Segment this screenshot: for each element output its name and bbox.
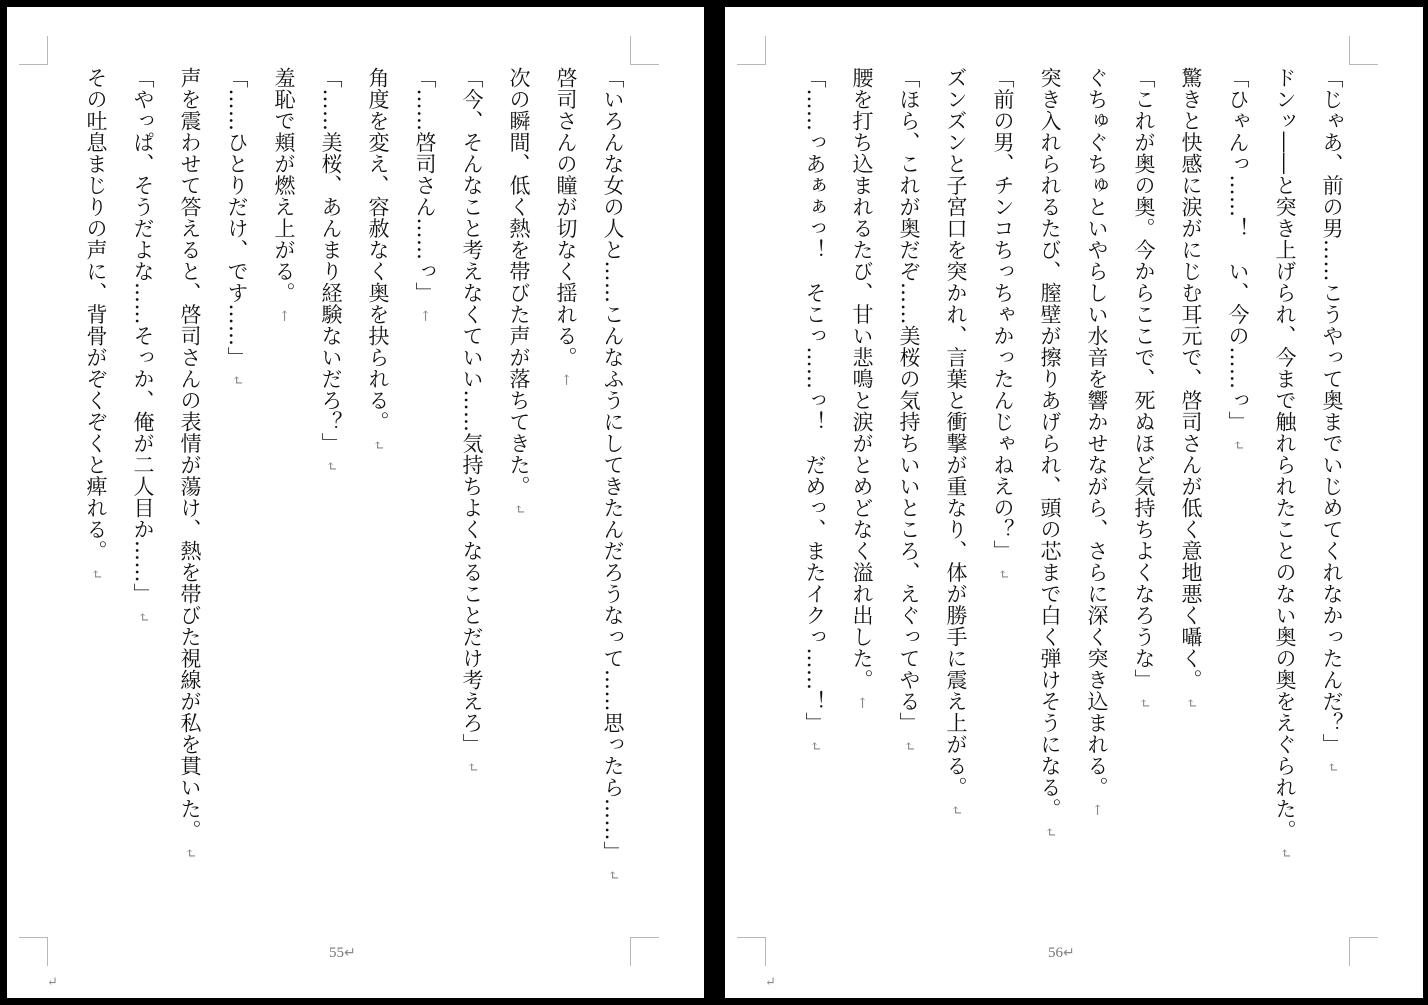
text-line[interactable] <box>932 67 979 927</box>
text-line[interactable] <box>589 67 636 927</box>
document-page-56[interactable] <box>725 7 1423 998</box>
body-text[interactable] <box>791 67 1355 927</box>
text-line[interactable] <box>1026 67 1073 927</box>
text-line[interactable] <box>838 67 885 927</box>
paragraph-mark-icon: ↵ <box>901 739 917 752</box>
text-line-content: 「前の男、チンコちっちゃかったんじゃねえの？」 <box>991 67 1015 562</box>
text-line-content: 「やっぱ、そうだよな……そっか、俺が二人目か……」 <box>131 67 155 605</box>
text-line-content: 「ひゃんっ……！ い、今の……っ」 <box>1226 67 1250 433</box>
text-line[interactable] <box>1167 67 1214 927</box>
paragraph-mark-icon: ↵ <box>370 438 386 451</box>
text-line[interactable] <box>354 67 401 927</box>
crop-mark-bottom-right <box>630 937 659 966</box>
paragraph-mark-icon: ↵ <box>605 868 621 881</box>
paragraph-mark-icon: ↵ <box>135 610 151 623</box>
text-line-content: 「……美桜、あんまり経験ないだろ？」 <box>319 67 343 454</box>
text-line[interactable] <box>1308 67 1355 927</box>
text-line[interactable] <box>213 67 260 927</box>
text-line[interactable] <box>166 67 213 927</box>
text-line-content: 腰を打ち込まれるたび、甘い悲鳴と涙がとめどなく溢れ出した。 <box>850 67 874 691</box>
page-number: 56↵ <box>1048 945 1075 961</box>
text-line[interactable] <box>1073 67 1120 927</box>
text-line-content: 「……っあぁぁっ！ そこっ……っ！ だめっ、またイクっ……！」 <box>803 67 827 734</box>
text-line-content: 次の瞬間、低く熱を帯びた声が落ちてきた。 <box>507 67 531 497</box>
text-line[interactable] <box>307 67 354 927</box>
paragraph-mark-icon: ↵ <box>88 567 104 580</box>
text-line-content: 突き入れられるたび、膣壁が擦りあげられ、頭の芯まで白く弾けそうになる。 <box>1038 67 1062 820</box>
text-line[interactable] <box>401 67 448 927</box>
paragraph-mark-icon: ↵ <box>229 374 245 387</box>
paragraph-mark-icon: ↵ <box>948 804 964 817</box>
crop-mark-top-left <box>19 36 48 65</box>
paragraph-mark-icon: ← <box>558 374 574 387</box>
paragraph-mark-icon: ← <box>854 696 870 709</box>
text-line-content: 驚きと快感に涙がにじむ耳元で、啓司さんが低く意地悪く囁く。 <box>1179 67 1203 691</box>
paragraph-mark-icon: ↵ <box>995 567 1011 580</box>
text-line-content: 「いろんな女の人と……こんなふうにしてきたんだろうなって……思ったら……」 <box>601 67 625 863</box>
text-line-content: 声を震わせて答えると、啓司さんの表情が蕩け、熱を帯びた視線が私を貫いた。 <box>178 67 202 841</box>
text-line[interactable] <box>72 67 119 927</box>
text-line-content: ドンッ――と突き上げられ、今まで触れられたことのない奥の奥をえぐられた。 <box>1273 67 1297 841</box>
text-line[interactable] <box>885 67 932 927</box>
paragraph-mark: ↵ <box>47 975 58 990</box>
text-line-content: ズンズンと子宮口を突かれ、言葉と衝撃が重なり、体が勝手に震え上がる。 <box>944 67 968 798</box>
paragraph-mark-icon: ↵ <box>1277 847 1293 860</box>
crop-mark-top-right <box>630 36 659 65</box>
text-line-content: 羞恥で頬が燃え上がる。 <box>272 67 296 304</box>
crop-mark-top-right <box>1349 36 1378 65</box>
crop-mark-bottom-right <box>1349 937 1378 966</box>
paragraph-mark-icon: ↵ <box>1324 761 1340 774</box>
text-line[interactable] <box>791 67 838 927</box>
paragraph-mark-icon: ↵ <box>511 503 527 516</box>
text-line-content: ぐちゅぐちゅといやらしい水音を響かせながら、さらに深く突き込まれる。 <box>1085 67 1109 798</box>
paragraph-mark: ↵ <box>765 975 776 990</box>
text-line-content: 「これが奥の奥。今からここで、死ぬほど気持ちよくなろうな」 <box>1132 67 1156 691</box>
text-line[interactable] <box>1261 67 1308 927</box>
text-line-content: 啓司さんの瞳が切なく揺れる。 <box>554 67 578 368</box>
document-page-55[interactable] <box>7 7 704 998</box>
text-line[interactable] <box>542 67 589 927</box>
text-line[interactable] <box>979 67 1026 927</box>
paragraph-mark-icon: ← <box>1089 804 1105 817</box>
text-line-content: 「……ひとりだけ、です……」 <box>225 67 249 368</box>
crop-mark-bottom-left <box>737 937 766 966</box>
paragraph-mark-icon: ← <box>417 309 433 322</box>
text-line-content: 「今、そんなこと考えなくていい……気持ちよくなることだけ考えろ」 <box>460 67 484 755</box>
paragraph-mark-icon: ↵ <box>1136 696 1152 709</box>
text-line-content: 「……啓司さん……っ」 <box>413 67 437 304</box>
paragraph-mark-icon: ← <box>276 309 292 322</box>
page-number: 55↵ <box>329 945 356 961</box>
paragraph-mark-icon: ↵ <box>182 847 198 860</box>
text-line[interactable] <box>1120 67 1167 927</box>
text-line[interactable] <box>448 67 495 927</box>
text-line-content: 角度を変え、容赦なく奥を抉られる。 <box>366 67 390 433</box>
text-line-content: 「じゃあ、前の男……こうやって奥までいじめてくれなかったんだ？」 <box>1320 67 1344 755</box>
crop-mark-top-left <box>737 36 766 65</box>
paragraph-mark-icon: ↵ <box>1230 438 1246 451</box>
paragraph-mark-icon: ↵ <box>323 460 339 473</box>
text-line[interactable] <box>1214 67 1261 927</box>
paragraph-mark-icon: ↵ <box>1183 696 1199 709</box>
text-line-content: その吐息まじりの声に、背骨がぞくぞくと痺れる。 <box>84 67 108 562</box>
text-line[interactable] <box>260 67 307 927</box>
text-line-content: 「ほら、これが奥だぞ……美桜の気持ちいいところ、えぐってやる」 <box>897 67 921 734</box>
text-line[interactable] <box>495 67 542 927</box>
crop-mark-bottom-left <box>19 937 48 966</box>
paragraph-mark-icon: ↵ <box>464 761 480 774</box>
body-text[interactable] <box>72 67 636 927</box>
text-line[interactable] <box>119 67 166 927</box>
paragraph-mark-icon: ↵ <box>807 739 823 752</box>
paragraph-mark-icon: ↵ <box>1042 825 1058 838</box>
